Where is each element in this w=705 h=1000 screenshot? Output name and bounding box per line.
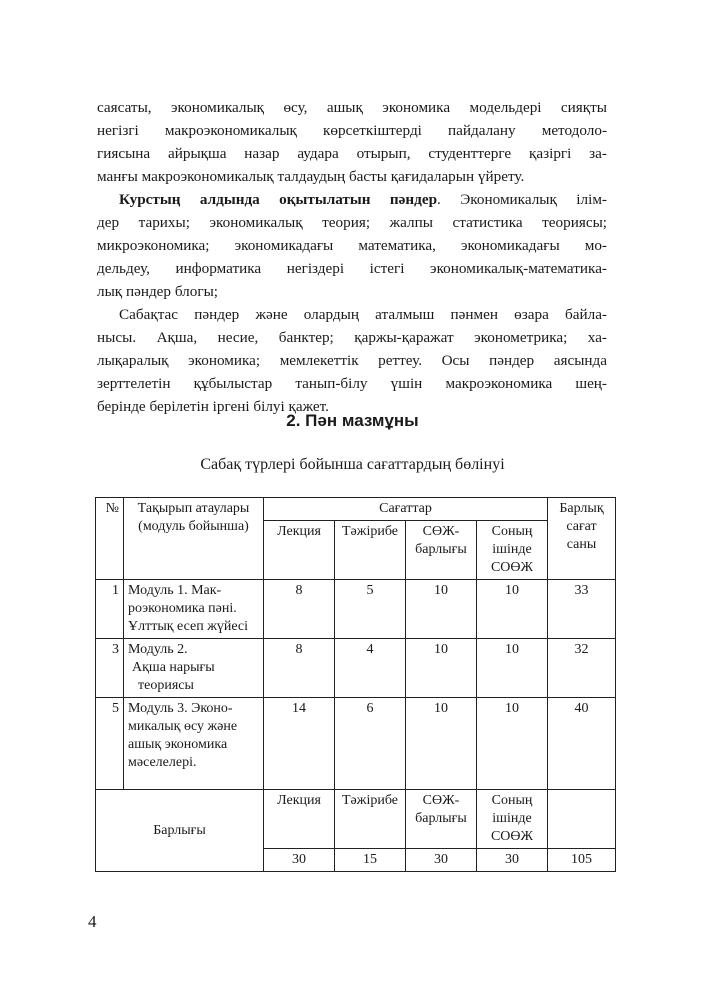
header-hours: Сағаттар [264, 498, 548, 521]
topic-line: Модуль 3. Эконо- [128, 701, 233, 716]
cell-total: 40 [548, 698, 616, 790]
table-total-header-row [96, 790, 616, 849]
text-line: берінде берілетін іргені білуі қажет. [97, 398, 329, 415]
header-text: СОӨЖ [490, 560, 534, 575]
text-line: саясаты, экономикалық өсу, ашық экономика модельдері сияқты [97, 99, 607, 116]
cell-srs: 10 [406, 698, 477, 790]
total-header-empty [548, 790, 616, 849]
topic-line: ашық экономика [128, 737, 228, 752]
cell-srs: 10 [406, 639, 477, 698]
table-caption: Сабақ түрлері бойынша сағаттардың бөлінуі [200, 456, 505, 473]
header-text: барлығы [415, 542, 467, 557]
header-srs [406, 521, 477, 580]
header-text: сағат [566, 519, 597, 534]
text-line [97, 188, 607, 211]
row-topic [124, 639, 264, 698]
prerequisites-title: Курстың алдында оқытылатын пәндер [119, 191, 438, 208]
total-header-lecture: Лекция [264, 790, 335, 849]
cell-lecture: 8 [264, 580, 335, 639]
topic-line: роэкономика пәні. [128, 601, 237, 616]
header-text: Тақырып атаулары [137, 501, 250, 516]
total-srs: 30 [406, 849, 477, 872]
total-practice: 15 [335, 849, 406, 872]
header-topic [124, 498, 264, 580]
text-line: негізгі макроэкономикалық көрсеткіштерді пайдалану методоло- [97, 122, 607, 139]
topic-line: микалық өсу және [128, 719, 238, 734]
cell-lecture: 8 [264, 639, 335, 698]
header-text: Соның [491, 793, 533, 808]
text-line: лықаралық экономика; мемлекеттік реттеу. Осы пәндер аясында [97, 352, 607, 369]
cell-lecture: 14 [264, 698, 335, 790]
text-line: дер тарихы; экономикалық теория; жалпы статистика теориясы; [97, 214, 607, 231]
header-text: Барлық [559, 501, 604, 516]
cell-practice: 4 [335, 639, 406, 698]
header-total [548, 498, 616, 580]
topic-line: Ақша нарығы [132, 660, 215, 675]
header-text: саны [566, 537, 597, 552]
header-text: ішінде [492, 542, 532, 557]
table-header-row [96, 498, 616, 521]
total-header-srop [477, 790, 548, 849]
row-topic [124, 580, 264, 639]
total-label: Барлығы [96, 790, 264, 872]
row-number: 5 [96, 698, 124, 790]
total-header-practice: Тәжірибе [335, 790, 406, 849]
header-text: СӨЖ- [422, 524, 460, 539]
section-title: 2. Пән мазмұны [286, 411, 419, 430]
total-hours: 105 [548, 849, 616, 872]
intro-paragraph [97, 96, 607, 188]
total-srop: 30 [477, 849, 548, 872]
header-text: СӨЖ- [422, 793, 460, 808]
total-lecture: 30 [264, 849, 335, 872]
text-line: зерттелетін құбылыстар танып-білу үшін макроэкономика шең- [97, 375, 607, 392]
topic-line: Модуль 1. Мак- [128, 583, 222, 598]
text-line: микроэкономика; экономикадағы математика, экономикадағы мо- [97, 237, 607, 254]
total-header-srs [406, 790, 477, 849]
text-line: манғы макроэкономикалық талдаудың басты қағидаларын үйрету. [97, 168, 525, 185]
header-text: СОӨЖ [490, 829, 534, 844]
header-lecture: Лекция [264, 521, 335, 580]
topic-line: Модуль 2. [128, 642, 188, 657]
header-text: (модуль бойынша) [138, 519, 249, 534]
table-row [96, 580, 616, 639]
header-number: № [96, 498, 124, 580]
row-number: 3 [96, 639, 124, 698]
cell-total: 32 [548, 639, 616, 698]
table-row [96, 698, 616, 790]
text-line: дельдеу, информатика негіздері істегі экономикалық-математика- [97, 260, 607, 277]
topic-line: Ұлттық есеп жүйесі [128, 619, 249, 634]
text-line: Сабақтас пәндер және олардың аталмыш пәнмен өзара байла- [119, 306, 607, 323]
cell-practice: 5 [335, 580, 406, 639]
page-number: 4 [88, 912, 97, 931]
header-srop [477, 521, 548, 580]
cell-srop: 10 [477, 698, 548, 790]
header-text: ішінде [492, 811, 532, 826]
text-line: нысы. Ақша, несие, банктер; қаржы-қаражат эконометрика; ха- [97, 329, 607, 346]
cell-srop: 10 [477, 639, 548, 698]
cell-srs: 10 [406, 580, 477, 639]
hours-table [95, 497, 616, 872]
table-row [96, 639, 616, 698]
prerequisites-paragraph [97, 188, 607, 303]
row-number: 1 [96, 580, 124, 639]
cell-total: 33 [548, 580, 616, 639]
topic-line: теориясы [138, 678, 194, 693]
header-text: Соның [491, 524, 533, 539]
related-subjects-paragraph [97, 303, 607, 418]
text-fragment: . Экономикалық ілім- [437, 191, 607, 208]
cell-srop: 10 [477, 580, 548, 639]
text-line: лық пәндер блогы; [97, 283, 218, 300]
cell-practice: 6 [335, 698, 406, 790]
row-topic [124, 698, 264, 790]
header-text: барлығы [415, 811, 467, 826]
header-practice: Тәжірибе [335, 521, 406, 580]
text-line: гиясына айрықша назар аудара отырып, студенттерге қазіргі за- [97, 145, 607, 162]
topic-line: мәселелері. [128, 755, 197, 770]
